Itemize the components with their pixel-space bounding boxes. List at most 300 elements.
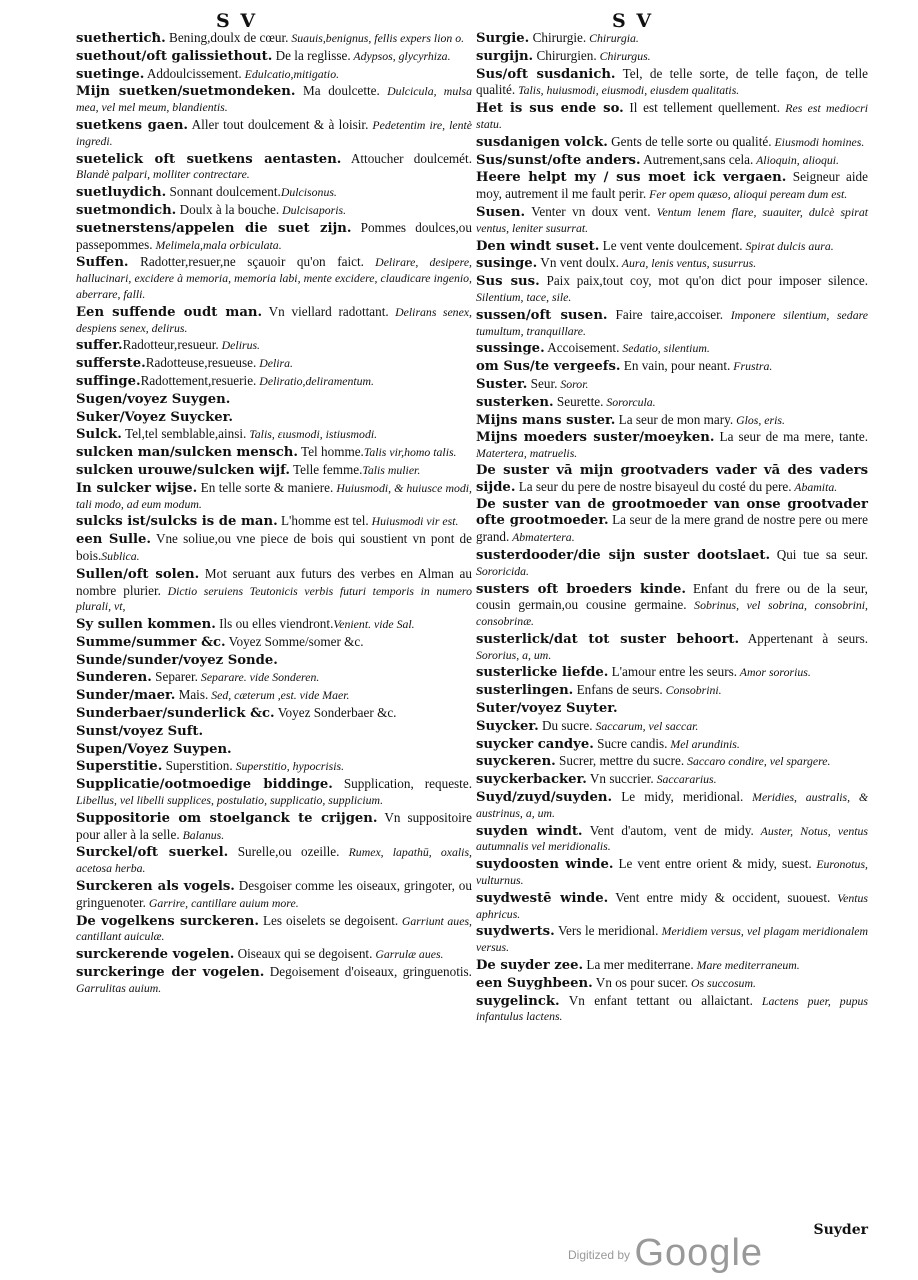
latin-gloss: Venient. vide Sal. bbox=[333, 617, 415, 632]
latin-gloss: Balanus. bbox=[179, 827, 225, 842]
dictionary-entry bbox=[476, 736, 868, 753]
dictionary-entry bbox=[476, 682, 868, 699]
headword: De suyder zee. bbox=[476, 958, 584, 974]
headword: Supen/Voyez Suypen. bbox=[76, 741, 232, 757]
latin-gloss: Huiusmodi, & huiusce modi, tali modo, ad eum modum. bbox=[76, 480, 472, 511]
dictionary-entry bbox=[476, 412, 868, 429]
latin-gloss: Edulcatio,mitigatio. bbox=[241, 66, 340, 81]
french-gloss: Desgoiser comme les oiseaux, gringoter, ou gringuenoter. bbox=[76, 878, 472, 910]
dictionary-entry bbox=[476, 923, 868, 956]
latin-gloss: Melimela,mala orbiculata. bbox=[152, 237, 282, 252]
french-gloss: Du sucre. bbox=[538, 717, 593, 733]
dictionary-entry bbox=[76, 946, 472, 963]
french-gloss: Oiseaux qui se degoisent. bbox=[234, 946, 373, 962]
dictionary-entry bbox=[76, 391, 472, 408]
latin-gloss: Superstitio, hypocrisis. bbox=[232, 759, 345, 774]
french-gloss: Aller tout doulcement & à loisir. bbox=[188, 116, 369, 132]
latin-gloss: Lactens puer, pupus infantulus lactens. bbox=[476, 993, 868, 1024]
headword: De vogelkens surckeren. bbox=[76, 913, 259, 929]
french-gloss: Radottement,resuerie. bbox=[140, 372, 257, 388]
french-gloss: Degoisement d'oiseaux, gringuenotis. bbox=[264, 964, 472, 980]
french-gloss: Radotteur,resueur. bbox=[122, 337, 219, 353]
dictionary-entry bbox=[476, 66, 868, 100]
french-gloss: Paix paix,tout coy, mot qu'on dict pour imposer silence. bbox=[539, 273, 868, 289]
latin-gloss: Eiusmodi homines. bbox=[771, 134, 865, 149]
latin-gloss: Adypsos, glycyrhiza. bbox=[350, 48, 451, 63]
french-gloss: Chirurgie. bbox=[529, 30, 587, 45]
dictionary-entry bbox=[476, 497, 868, 546]
latin-gloss: Separare. vide Sonderen. bbox=[197, 670, 320, 685]
latin-gloss: Sed, cæterum ,est. vide Maer. bbox=[208, 688, 350, 703]
headword: een Suyghbeen. bbox=[476, 975, 593, 991]
dictionary-entry bbox=[476, 204, 868, 237]
headword: Sulck. bbox=[76, 427, 122, 443]
headword: suygelinck. bbox=[476, 993, 560, 1009]
dictionary-entry bbox=[476, 700, 868, 717]
dictionary-entry bbox=[76, 634, 472, 651]
headword: suethout/oft galissiethout. bbox=[76, 48, 273, 64]
dictionary-entry bbox=[76, 184, 472, 201]
dictionary-entry bbox=[76, 776, 472, 809]
headword: om Sus/te vergeefs. bbox=[476, 359, 621, 375]
headword: Superstitie. bbox=[76, 759, 163, 775]
latin-gloss: Garrulitas auium. bbox=[76, 980, 162, 995]
latin-gloss: Blandè palpari, molliter contrectare. bbox=[76, 167, 250, 182]
headword: Sunde/sunder/voyez Sonde. bbox=[76, 652, 278, 668]
headword: Sus sus. bbox=[476, 274, 540, 290]
french-gloss: Superstition. bbox=[162, 758, 233, 774]
french-gloss: L'amour entre les seurs. bbox=[608, 664, 738, 680]
french-gloss: La seur de la mere grand de nostre pere ou mere grand. bbox=[476, 512, 868, 545]
latin-gloss: Garrire, cantillare auium more. bbox=[145, 895, 299, 910]
french-gloss: Mais. bbox=[175, 687, 209, 703]
dictionary-entry bbox=[476, 238, 868, 255]
french-gloss: Vn suppositoire pour aller à la selle. bbox=[76, 809, 472, 842]
headword: surckeringe der vogelen. bbox=[76, 965, 265, 981]
french-gloss: Radotter,resuer,ne sçauoir qu'on faict. bbox=[128, 254, 364, 270]
dictionary-entry bbox=[76, 566, 472, 615]
left-column bbox=[76, 30, 472, 998]
french-gloss: Venter vn doux vent. bbox=[525, 203, 651, 219]
headword: suyckeren. bbox=[476, 754, 556, 770]
dictionary-entry bbox=[476, 48, 868, 65]
french-gloss: Vn viellard radottant. bbox=[262, 303, 389, 319]
french-gloss: Vn vent doulx. bbox=[537, 255, 620, 271]
french-gloss: Chirurgien. bbox=[533, 47, 597, 63]
google-logo-text: Google bbox=[634, 1232, 764, 1274]
headword: sulcks ist/sulcks is de man. bbox=[76, 514, 278, 530]
dictionary-entry bbox=[476, 169, 868, 203]
french-gloss: Radotteuse,resueuse. bbox=[145, 355, 257, 371]
french-gloss: Sucrer, mettre du sucre. bbox=[555, 753, 685, 769]
headword: Een suffende oudt man. bbox=[76, 304, 263, 320]
latin-gloss: Chirurgia. bbox=[586, 31, 639, 45]
headword: een Sulle. bbox=[76, 532, 151, 548]
headword: Suster. bbox=[476, 376, 528, 392]
latin-gloss: Chirurgus. bbox=[596, 48, 651, 63]
french-gloss: Enfant du frere ou de la seur, cousin germain,ou cousine germaine. bbox=[476, 580, 868, 613]
headword: suydoosten winde. bbox=[476, 857, 614, 873]
headword: Suycker. bbox=[476, 718, 539, 734]
dictionary-entry bbox=[476, 631, 868, 664]
headword: suetluydich. bbox=[76, 185, 167, 201]
headword: sussen/oft susen. bbox=[476, 307, 608, 323]
latin-gloss: Talis, huiusmodi, eiusmodi, eiusdem qualitatis. bbox=[515, 83, 740, 98]
french-gloss: La seur de ma mere, tante. bbox=[714, 429, 868, 445]
french-gloss: La seur de mon mary. bbox=[615, 411, 734, 427]
latin-gloss: Sororicida. bbox=[476, 563, 529, 578]
latin-gloss: Meridiem versus, vel plagam meridionalem versus. bbox=[476, 924, 868, 955]
dictionary-entry bbox=[76, 705, 472, 722]
headword: suetmondich. bbox=[76, 202, 177, 218]
headword: Sunderbaer/sunderlick &c. bbox=[76, 706, 275, 722]
dictionary-entry bbox=[76, 652, 472, 669]
dictionary-entry bbox=[476, 394, 868, 411]
dictionary-entry bbox=[76, 30, 472, 47]
latin-gloss: Amor sororius. bbox=[737, 665, 811, 680]
dictionary-entry bbox=[76, 964, 472, 997]
headword: suyden windt. bbox=[476, 823, 583, 839]
dictionary-entry bbox=[76, 741, 472, 758]
latin-gloss: Dulcisonus. bbox=[280, 185, 337, 200]
latin-gloss: Delirus. bbox=[218, 338, 261, 353]
headword: De suster van de grootmoeder van onse grootvader ofte grootmoeder. bbox=[476, 496, 868, 529]
french-gloss: En vain, pour neant. bbox=[620, 358, 731, 374]
latin-gloss: Sororcula. bbox=[603, 394, 656, 409]
dictionary-entry bbox=[76, 355, 472, 372]
digitized-watermark bbox=[568, 1226, 764, 1274]
headword: suyckerbacker. bbox=[476, 772, 587, 788]
french-gloss: Accoisement. bbox=[544, 340, 620, 356]
headword: suetherticħ. bbox=[76, 31, 166, 46]
latin-gloss: Talis mulier. bbox=[362, 462, 421, 477]
headword: susterlicke liefde. bbox=[476, 665, 609, 681]
dictionary-entry bbox=[76, 117, 472, 150]
french-gloss: Vn os pour sucer. bbox=[592, 974, 689, 990]
french-gloss: Il est tellement quellement. bbox=[623, 100, 780, 116]
headword: susterdooder/die sijn suster dootslaet. bbox=[476, 547, 771, 563]
french-gloss: Pommes doulces,ou passepommes. bbox=[76, 219, 472, 252]
dictionary-entry bbox=[476, 273, 868, 306]
french-gloss: Supplication, requeste. bbox=[332, 776, 472, 792]
french-gloss: Tel, de telle sorte, de telle façon, de telle qualité. bbox=[476, 65, 868, 98]
dictionary-entry bbox=[476, 30, 868, 47]
dictionary-entry bbox=[476, 134, 868, 151]
latin-gloss: Garrulæ aues. bbox=[372, 947, 444, 962]
latin-gloss: Dulcicula, mulsa mea, vel mel meum, blandientis. bbox=[76, 84, 472, 115]
dictionary-entry bbox=[76, 202, 472, 219]
headword: Suppositorie om stoelganck te crijgen. bbox=[76, 810, 378, 826]
dictionary-entry bbox=[76, 254, 472, 302]
dictionary-entry bbox=[76, 373, 472, 390]
latin-gloss: Mel arundinis. bbox=[667, 736, 740, 751]
dictionary-entry bbox=[476, 340, 868, 357]
french-gloss: Seigneur aide moy, autrement il me fault perir. bbox=[476, 169, 868, 202]
latin-gloss: Ventus aphricus. bbox=[476, 890, 868, 921]
latin-gloss: Matertera, matruelis. bbox=[476, 446, 578, 461]
latin-gloss: Suauis,benignus, fellis expers lion o. bbox=[288, 31, 465, 45]
french-gloss: Seurette. bbox=[553, 393, 604, 409]
french-gloss: Tel,tel semblable,ainsi. bbox=[121, 426, 247, 442]
latin-gloss: Delirare, desipere, hallucinari, excidere à memoria, memoria labi, mente excidere, claudicare ingenio, aberrare, falli. bbox=[76, 255, 473, 301]
dictionary-entry bbox=[476, 358, 868, 375]
headword: Den windt suset. bbox=[476, 238, 600, 254]
headword: suetelick oft suetkens aentasten. bbox=[76, 151, 342, 167]
french-gloss: Gents de telle sorte ou qualité. bbox=[607, 133, 772, 149]
headword: Sus/oft susdanich. bbox=[476, 66, 616, 82]
headword: suetkens gaen. bbox=[76, 117, 189, 133]
dictionary-entry bbox=[76, 444, 472, 461]
french-gloss: Le vent vente doulcement. bbox=[599, 237, 743, 253]
latin-gloss: Alioquin, alioqui. bbox=[753, 152, 839, 167]
french-gloss: Separer. bbox=[151, 669, 198, 685]
headword: susters oft broeders kinde. bbox=[476, 581, 686, 597]
french-gloss: Appertenant à seurs. bbox=[739, 630, 868, 646]
french-gloss: Voyez Somme/somer &c. bbox=[225, 633, 364, 649]
french-gloss: Faire taire,accoiser. bbox=[607, 306, 724, 322]
headword: Sunder/maer. bbox=[76, 688, 176, 704]
latin-gloss: Deliratio,deliramentum. bbox=[256, 373, 374, 388]
french-gloss: Seur. bbox=[527, 375, 558, 391]
french-gloss: Les oiselets se degoisent. bbox=[258, 912, 399, 928]
dictionary-entry bbox=[476, 753, 868, 770]
french-gloss: De la reglisse. bbox=[272, 47, 351, 63]
headword: Suyd/zuyd/suyden. bbox=[476, 790, 613, 806]
french-gloss: Autrement,sans cela. bbox=[640, 151, 754, 167]
headword: Sunst/voyez Suft. bbox=[76, 723, 204, 739]
headword: Sus/sunst/ofte anders. bbox=[476, 152, 641, 168]
french-gloss: L'homme est tel. bbox=[277, 513, 369, 529]
dictionary-entry bbox=[476, 771, 868, 788]
latin-gloss: Ventum lenem flare, suauiter, dulcè spirat ventus, leniter susurrat. bbox=[476, 204, 868, 235]
dictionary-entry bbox=[76, 513, 472, 530]
latin-gloss: Soror. bbox=[557, 376, 589, 391]
headword: sulcken urouwe/sulcken wijf. bbox=[76, 462, 290, 478]
french-gloss: La seur du pere de nostre bisayeul du costé du pere. bbox=[515, 478, 792, 494]
latin-gloss: Saccarum, vel saccar. bbox=[592, 718, 699, 733]
latin-gloss: Mare mediterraneum. bbox=[693, 958, 800, 973]
french-gloss: Attoucher doulcemét. bbox=[341, 150, 472, 166]
french-gloss: Le midy, meridional. bbox=[612, 789, 744, 805]
french-gloss: Vn enfant tettant ou allaictant. bbox=[559, 992, 753, 1008]
dictionary-entry bbox=[476, 718, 868, 735]
dictionary-entry bbox=[76, 66, 472, 83]
headword: Suffen. bbox=[76, 255, 129, 271]
dictionary-entry bbox=[476, 547, 868, 580]
headword: Heere helpt my / sus moet ick vergaen. bbox=[476, 170, 787, 186]
dictionary-entry bbox=[76, 151, 472, 184]
latin-gloss: Delirans senex, despiens senex, delirus. bbox=[76, 304, 472, 335]
dictionary-entry bbox=[476, 429, 868, 462]
headword: sufferste. bbox=[76, 356, 146, 372]
dictionary-entry bbox=[476, 993, 868, 1026]
headword: suffer. bbox=[76, 338, 123, 354]
headword: suetinge. bbox=[76, 66, 145, 82]
dictionary-entry bbox=[76, 48, 472, 65]
french-gloss: Ils ou elles viendront. bbox=[215, 616, 334, 632]
latin-gloss: Talis vir,homo talis. bbox=[363, 445, 457, 460]
dictionary-entry bbox=[76, 616, 472, 633]
dictionary-entry bbox=[476, 856, 868, 889]
headword: Surckeren als vogels. bbox=[76, 879, 235, 895]
dictionary-entry bbox=[76, 669, 472, 686]
headword: Supplicatie/ootmoedige biddinge. bbox=[76, 777, 333, 793]
latin-gloss: Libellus, vel libelli supplices, postulatio, supplicatio, supplicium. bbox=[76, 793, 384, 808]
headword: surgijn. bbox=[476, 48, 534, 64]
latin-gloss: Delira. bbox=[256, 356, 293, 371]
headword: Surckel/oft suerkel. bbox=[76, 845, 229, 861]
headword: suetnerstens/appelen die suet zijn. bbox=[76, 220, 352, 236]
french-gloss: Vne soliue,ou vne piece de bois qui soustient vn pont de bois. bbox=[76, 531, 473, 563]
dictionary-entry bbox=[76, 337, 472, 354]
headword: surckerende vogelen. bbox=[76, 947, 235, 963]
headword: suffinge. bbox=[76, 373, 141, 389]
headword: susinge. bbox=[476, 256, 538, 272]
dictionary-entry bbox=[476, 152, 868, 169]
headword: Surgie. bbox=[476, 31, 530, 46]
latin-gloss: Glos, eris. bbox=[733, 412, 785, 427]
headword: Summe/summer &c. bbox=[76, 634, 226, 650]
headword: susterken. bbox=[476, 394, 554, 410]
headword: sussinge. bbox=[476, 341, 545, 357]
latin-gloss: Rumex, lapathū, oxalis, acetosa herba. bbox=[76, 845, 472, 876]
headword: De suster vā mijn grootvaders vader vā des vaders sijde. bbox=[476, 462, 868, 495]
headword: Susen. bbox=[476, 204, 526, 220]
headword: Sullen/oft solen. bbox=[76, 566, 200, 582]
french-gloss: La mer mediterrane. bbox=[583, 957, 694, 973]
dictionary-entry bbox=[76, 409, 472, 426]
latin-gloss: Abmatertera. bbox=[509, 530, 575, 545]
headword: Sunderen. bbox=[76, 670, 152, 686]
headword: susterlingen. bbox=[476, 683, 574, 699]
catchword: Suyder bbox=[813, 1222, 868, 1238]
headword: Sugen/voyez Suygen. bbox=[76, 391, 231, 407]
headword: suydwestē winde. bbox=[476, 890, 609, 906]
dictionary-entry bbox=[476, 957, 868, 974]
dictionary-entry bbox=[76, 462, 472, 479]
dictionary-entry bbox=[476, 823, 868, 856]
headword: suycker candye. bbox=[476, 736, 594, 752]
latin-gloss: Sedatio, silentium. bbox=[619, 341, 710, 356]
french-gloss: Vent d'autom, vent de midy. bbox=[582, 822, 754, 838]
dictionary-entry bbox=[76, 480, 472, 513]
french-gloss: Vent entre midy & occident, suouest. bbox=[608, 889, 831, 905]
dictionary-entry bbox=[76, 844, 472, 877]
french-gloss: Ma doulcette. bbox=[295, 83, 380, 99]
dictionary-entry bbox=[76, 83, 472, 116]
headword: sulcken man/sulcken mensch. bbox=[76, 445, 298, 461]
french-gloss: Qui tue sa seur. bbox=[770, 546, 868, 562]
latin-gloss: Huiusmodi vir est. bbox=[368, 514, 459, 529]
latin-gloss: Silentium, tace, sile. bbox=[476, 289, 572, 304]
headword: suydwerts. bbox=[476, 924, 555, 940]
french-gloss: Telle femme. bbox=[289, 461, 363, 477]
latin-gloss: Fer opem quæso, alioqui peream dum est. bbox=[646, 187, 848, 202]
french-gloss: Tel homme. bbox=[298, 444, 364, 460]
dictionary-entry bbox=[476, 890, 868, 923]
french-gloss: En telle sorte & maniere. bbox=[197, 479, 334, 495]
running-header-left: S V bbox=[216, 10, 258, 32]
french-gloss: Surelle,ou ozeille. bbox=[228, 844, 340, 860]
dictionary-entry bbox=[76, 913, 472, 946]
french-gloss: Enfans de seurs. bbox=[573, 682, 663, 698]
latin-gloss: Euronotus, vulturnus. bbox=[476, 857, 868, 888]
latin-gloss: Dulcisaporis. bbox=[279, 202, 347, 217]
headword: Sy sullen kommen. bbox=[76, 617, 216, 633]
headword: Het is sus ende so. bbox=[476, 101, 624, 117]
latin-gloss: Aura, lenis ventus, susurrus. bbox=[619, 256, 757, 271]
latin-gloss: Talis, ειusmodi, istiusmodi. bbox=[246, 427, 378, 442]
latin-gloss: Frustra. bbox=[730, 359, 773, 374]
french-gloss: Addoulcissement. bbox=[144, 65, 242, 81]
latin-gloss: Res est mediocri statu. bbox=[476, 101, 868, 131]
watermark-prefix: Digitized by bbox=[568, 1248, 631, 1262]
headword: Mijns moeders suster/moeyken. bbox=[476, 430, 715, 446]
french-gloss: Sucre candis. bbox=[593, 735, 668, 751]
latin-gloss: Sororius, a, um. bbox=[476, 647, 552, 662]
latin-gloss: Sobrinus, vel sobrina, consobrini, consobrinæ. bbox=[476, 598, 868, 629]
dictionary-entry bbox=[76, 810, 472, 844]
latin-gloss: Consobrini. bbox=[662, 683, 722, 698]
dictionary-entry bbox=[476, 581, 868, 630]
french-gloss: Le vent entre orient & midy, suest. bbox=[613, 856, 812, 872]
french-gloss: Mot seruant aux futurs des verbes en Alman au nombre plurier. bbox=[76, 565, 472, 598]
headword: Suker/Voyez Suycker. bbox=[76, 409, 234, 425]
french-gloss: Vn succrier. bbox=[586, 771, 654, 787]
latin-gloss: Dictio seruiens Teutonicis verbis futuri temporis in numero plurali, vt, bbox=[76, 583, 472, 614]
headword: susterlick/dat tot suster behoort. bbox=[476, 631, 740, 647]
dictionary-entry bbox=[476, 100, 868, 133]
dictionary-entry bbox=[76, 878, 472, 912]
headword: Mijns mans suster. bbox=[476, 412, 616, 428]
dictionary-entry bbox=[76, 723, 472, 740]
french-gloss: Sonnant doulcement. bbox=[166, 184, 281, 200]
dictionary-entry bbox=[476, 789, 868, 822]
dictionary-entry bbox=[476, 307, 868, 340]
dictionary-entry bbox=[476, 664, 868, 681]
latin-gloss: Saccaro condire, vel spargere. bbox=[684, 754, 831, 769]
latin-gloss: Meridies, australis, & austrinus, a, um. bbox=[476, 790, 868, 820]
dictionary-entry bbox=[76, 220, 472, 254]
dictionary-entry bbox=[476, 463, 868, 496]
latin-gloss: Sublica. bbox=[101, 548, 140, 563]
dictionary-entry bbox=[476, 975, 868, 992]
latin-gloss: Imponere silentium, sedare tumultum, tranquillare. bbox=[476, 307, 868, 338]
latin-gloss: Pedetentim ire, lentè ingredi. bbox=[76, 117, 473, 148]
headword: Suter/voyez Suyter. bbox=[476, 701, 618, 717]
dictionary-entry bbox=[476, 376, 868, 393]
latin-gloss: Abamita. bbox=[791, 479, 838, 494]
latin-gloss: Garriunt aues, cantillant auiculæ. bbox=[76, 913, 472, 944]
latin-gloss: Spirat dulcis aura. bbox=[742, 238, 834, 253]
headword: In sulcker wijse. bbox=[76, 480, 198, 496]
headword: susdanigen volck. bbox=[476, 134, 608, 150]
french-gloss: Bening,doulx de cœur. bbox=[165, 30, 289, 45]
dictionary-entry bbox=[76, 687, 472, 704]
latin-gloss: Os succosum. bbox=[688, 975, 756, 990]
dictionary-entry bbox=[76, 304, 472, 337]
running-header-right: S V bbox=[612, 10, 654, 32]
french-gloss: Voyez Sonderbaer &c. bbox=[274, 705, 397, 721]
dictionary-entry bbox=[76, 758, 472, 775]
dictionary-entry bbox=[76, 426, 472, 443]
french-gloss: Vers le meridional. bbox=[554, 923, 659, 939]
right-column bbox=[476, 30, 868, 1026]
latin-gloss: Auster, Notus, ventus autumnalis vel meridionalis. bbox=[476, 823, 868, 854]
latin-gloss: Saccararius. bbox=[653, 772, 717, 787]
dictionary-entry bbox=[76, 531, 472, 565]
dictionary-entry bbox=[476, 255, 868, 272]
